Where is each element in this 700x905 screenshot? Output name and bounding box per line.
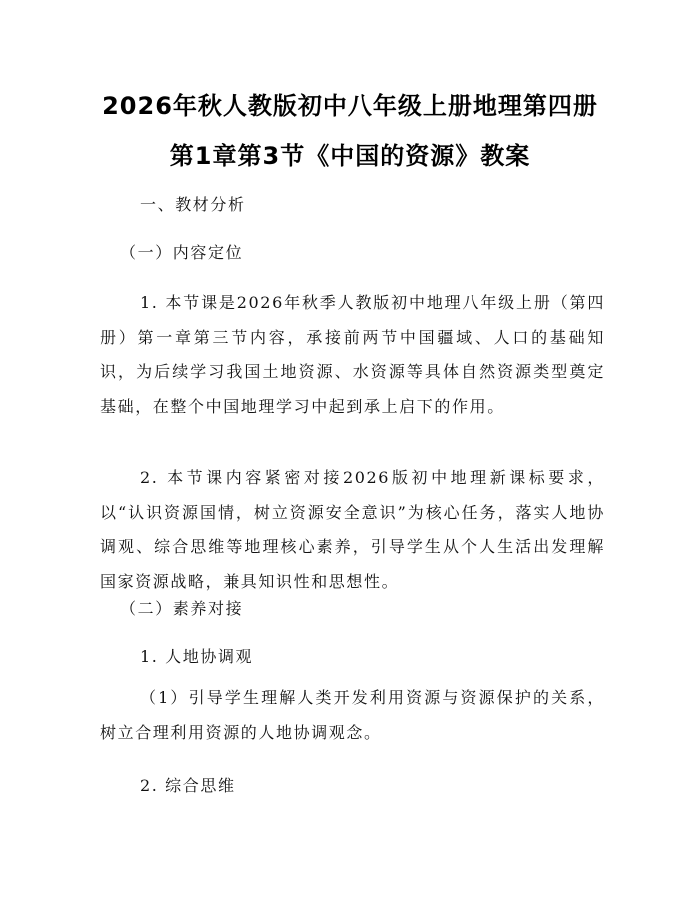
paragraph-content-positioning-1: 1. 本节课是2026年秋季人教版初中地理八年级上册（第四册）第一章第三节内容，承接前两节中国疆域、人口的基础知识，为后续学习我国土地资源、水资源等具体自然资源类型奠定基础，在整个中国地理学习中起到承上启下的作用。: [100, 293, 605, 416]
document-title-line-1: 2026年秋人教版初中八年级上册地理第四册: [102, 92, 598, 120]
subsection-heading-literacy-connection: （二）素养对接: [120, 599, 244, 618]
paragraph-human-earth-coordination: （1）引导学生理解人类开发利用资源与资源保护的关系，树立合理利用资源的人地协调观念。: [100, 688, 605, 742]
document-title-line-2: 第1章第3节《中国的资源》教案: [169, 142, 531, 170]
item-heading-comprehensive-thinking: 2. 综合思维: [140, 776, 236, 795]
section-heading-textbook-analysis: 一、教材分析: [140, 195, 246, 214]
paragraph-content-positioning-2: 2. 本节课内容紧密对接2026版初中地理新课标要求，以“认识资源国情，树立资源安全意识”为核心任务，落实人地协调观、综合思维等地理核心素养，引导学生从个人生活出发理解国家资源战略，兼具知识性和思想性。: [100, 468, 605, 591]
subsection-heading-content-positioning: （一）内容定位: [120, 243, 244, 262]
item-heading-human-earth-coordination: 1. 人地协调观: [140, 647, 254, 666]
